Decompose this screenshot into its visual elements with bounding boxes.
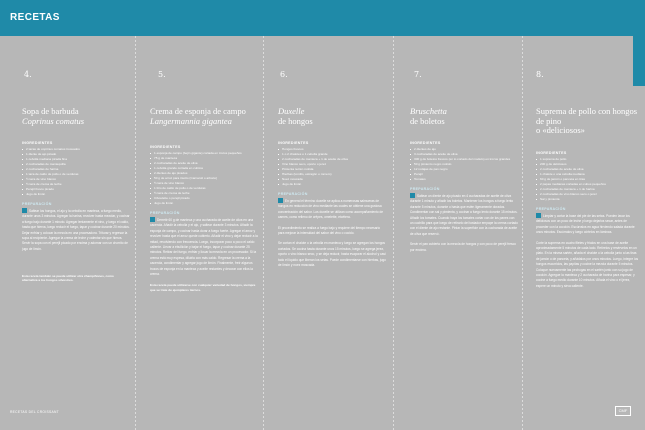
ingredient-item: 12 rodajas de pan negro bbox=[410, 167, 518, 172]
recipe-column-4 bbox=[14, 36, 138, 430]
ingredient-item: 2 dientes de ajo bbox=[410, 147, 518, 152]
ingredient-item: 2 papas medianas cortadas en cubos pequeños bbox=[536, 182, 640, 187]
ingredient-item: 2 dientes de ajo picados bbox=[150, 171, 258, 176]
recipe-number: 4. bbox=[24, 70, 32, 79]
ingredient-item: Ciboulette o perejil picado bbox=[150, 196, 258, 201]
ingredients-heading: INGREDIENTES bbox=[410, 141, 441, 145]
prep-text bbox=[410, 193, 518, 253]
recipe-title bbox=[22, 107, 140, 126]
paragraph-marker-icon bbox=[22, 208, 27, 213]
ingredients-list bbox=[150, 151, 258, 206]
recipe-title bbox=[536, 107, 645, 136]
ingredient-item: Perejil bbox=[410, 172, 518, 177]
prep-paragraph: Se cortan el chalote o la cebolla en manteca y luego se agregan los hongos cortados. Se cocina hasta durante unos 15 minutos, luego se agrega jerez, oporto o vino blanco seco, y se deja reducir, hasta evaporar el alcohol y casi todo el líquido que liberan los setas. Puede condimentarse con hierbas, jugo de limón y nuez moscada. bbox=[278, 241, 386, 268]
ingredients-list bbox=[278, 147, 386, 187]
ingredient-item: ½ taza de vino blanco bbox=[22, 177, 130, 182]
recipe-title-line1: Crema de esponja de campo bbox=[150, 106, 246, 116]
ingredients-heading: INGREDIENTES bbox=[150, 145, 181, 149]
ingredient-item: Hongos frescos bbox=[278, 147, 386, 152]
ingredients-list bbox=[22, 147, 130, 197]
ingredient-item: 2 cucharadas de manteca + 1 de harina bbox=[536, 187, 640, 192]
prep-heading: PREPARACIÓN bbox=[410, 187, 440, 191]
prep-text bbox=[150, 217, 258, 277]
recipe-title-line1: Suprema de pollo con hongos de pino bbox=[536, 106, 638, 126]
ingredient-item: 2 cucharadas de harina bbox=[22, 167, 130, 172]
ingredient-item: 50 g pimiento negro molido bbox=[410, 162, 518, 167]
ingredient-item: Nuez moscada bbox=[278, 177, 386, 182]
recipe-title bbox=[410, 107, 528, 126]
recipe-number: 8. bbox=[536, 70, 544, 79]
ingredient-item: 1 cebolla mediana picada fina bbox=[22, 157, 130, 162]
ingredient-item: 2 cucharadas de vino blanco seco o jerez bbox=[536, 192, 640, 197]
ingredient-item: 1 o 2 chalotes o 1 cebolla grande bbox=[278, 152, 386, 157]
ingredient-item: 50 g de arroz para risotto (Carnaroli o arborio) bbox=[150, 176, 258, 181]
prep-paragraph: El procedimiento se realiza a fuego bajo y requiere del tiempo necesario para mejorar la intensidad del sabor del vino o cocido. bbox=[278, 225, 381, 236]
ingredient-item: 1 litro de caldo de pollo o de verduras bbox=[150, 186, 258, 191]
ingredient-item: 200 g de deliciosos bbox=[536, 162, 640, 167]
ingredient-item: 2 cucharadas de mantequilla bbox=[22, 162, 130, 167]
recipe-number: 6. bbox=[280, 70, 288, 79]
prep-heading: PREPARACIÓN bbox=[536, 207, 566, 211]
prep-text bbox=[22, 208, 130, 252]
recipe-number: 5. bbox=[158, 70, 166, 79]
recipe-title-line1: Sopa de barbuda bbox=[22, 106, 79, 116]
ingredient-item: 1 diente de ajo picado bbox=[22, 152, 130, 157]
paragraph-marker-icon bbox=[410, 193, 415, 198]
prep-text bbox=[536, 213, 640, 289]
ingredient-item: Tomates bbox=[410, 177, 518, 182]
recipe-note: Esta receta puede utilizarse con cualquier variedad de hongos, siempre que se trate de ejemplares tiernos. bbox=[150, 283, 256, 292]
ingredient-item: 2 tazas de coprinus comatus troceados bbox=[22, 147, 130, 152]
ingredient-item: Pimienta recién molida bbox=[278, 167, 386, 172]
ingredient-item: 300 g de boletos frescos (en lo cortado del modelo) en trozos grandes bbox=[410, 157, 518, 162]
recipe-body bbox=[410, 141, 518, 258]
ingredients-list bbox=[536, 157, 640, 202]
ingredient-item: Jugo de limón bbox=[150, 201, 258, 206]
ingredient-item: 1 cebolla grande cortada en cubitos bbox=[150, 166, 258, 171]
ingredients-heading: INGREDIENTES bbox=[278, 141, 309, 145]
ingredient-item: Hierbas (tomillo, estragón o romero) bbox=[278, 172, 386, 177]
recipe-title bbox=[150, 107, 268, 126]
ingredients-list bbox=[410, 147, 518, 182]
publisher-logo: CMF bbox=[615, 406, 631, 416]
prep-paragraph: Saltear un diente de ajo picado en 4 cucharadas de aceite de oliva durante 1 minuto y añadir los boletos. Mantener los hongos a fuego lento durante 5 minutos, durante o hasta que estén ligeramente dorados. Condimentar con sal y pimienta, y cocinar a fuego lento durante 15 minutos. Añadir los tomates. Cuando haya los tomates cortar con de los panes con un cuchillo para que luego de retirarlo del tostador empape la crema cortado con el diente de ajo restante. Pintar la superficie con la cucharada de aceite de oliva que reservó. bbox=[410, 194, 518, 236]
header-bar bbox=[0, 0, 645, 36]
ingredients-heading: INGREDIENTES bbox=[22, 141, 53, 145]
recipe-body bbox=[22, 141, 130, 283]
ingredient-item: ½ taza de crema de leche bbox=[22, 182, 130, 187]
ingredient-item: 2 cucharadas de aceite de oliva bbox=[150, 161, 258, 166]
prep-paragraph: Derretir 60 g de manteca y una cucharada de aceite de oliva en una cacerola. Añadir la cebolla y el ajo, y saltear durante 3 minutos. Añadir la esponja de campo, y cocinar hasta dorar a fuego fuerte. Agregar el arroz y revolver hasta que el arroz quede cubierto. Añadir el vino y dejar reducir a la mitad, revolviendo con frecuencia. Luego, incorporar poco a poco el caldo caliente. Llevar a ebullición y bajar el fuego, tapar y cocinar durante 25 minutos. Retirar del fuego, enfriar y licuar la mezcla en un procesador. Si la crema está muy espesa, diluirla con más caldo. Regresar la crema a la cacerola, condimentar y agregar jugo de limón. Finalmente, freír algunos trozos de esponja en la manteca y aceite restantes y decorar con ellos la crema. bbox=[150, 218, 258, 277]
ingredient-item: 2 cucharadas de aceite de oliva bbox=[536, 167, 640, 172]
ingredient-item: 3 cucharadas de aceite de oliva bbox=[410, 152, 518, 157]
paragraph-marker-icon bbox=[536, 213, 541, 218]
ingredient-item: 1 esponja de campo (bejín gigante) cortada en trozos pequeños bbox=[150, 151, 258, 156]
recipe-body bbox=[150, 145, 258, 292]
ingredient-item: 1 chalote o una cebolla mediana bbox=[536, 172, 640, 177]
recipe-title-line2: o «deliciosos» bbox=[536, 125, 585, 135]
ingredient-item: Perejil fresco picado bbox=[22, 187, 130, 192]
section-title: RECETAS bbox=[10, 12, 60, 23]
paragraph-marker-icon bbox=[278, 198, 283, 203]
recipe-column-7 bbox=[400, 36, 524, 430]
recipe-body bbox=[278, 141, 386, 273]
ingredient-item: ½ taza de crema de leche bbox=[150, 191, 258, 196]
ingredient-item: Jugo de limón bbox=[278, 182, 386, 187]
recipe-title-line2: de boletos bbox=[410, 115, 445, 126]
ingredient-item: 1 taza de caldo de pollo o de verduras bbox=[22, 172, 130, 177]
prep-paragraph: Corte la suprema en cuatro filetes y fríalos en una base de aceite aproximadamente 5 minutos de cada lado. Retírelos y resérvelos en un plato. En la misma sartén, añada el chalote o la cebolla junto a las tiras de jamón o de panceta, y añádalos por unos minutos. Luego, integre los hongos escurridos, las papitas y cocine la mezcla durante 5 minutos. Coloque nuevamente las pechugas en el sartén junto con su jugo de cocción. Agregue la manteca y 2 cucharada de harina para espesar, y cocine a fuego medio durante 10 minutos. Añada el vino o el jerez, espere un minuto y sirva caliente. bbox=[536, 240, 639, 288]
ingredient-item: Vino blanco seco, oporto o jerez bbox=[278, 162, 386, 167]
prep-text bbox=[278, 198, 386, 268]
prep-paragraph: Saltear los hongos, el ajo y la cebolla en manteca, a fuego medio, durante unos 3 minutos. Agregar la harina, revolver hasta mezclar, y cocinar a fuego bajo durante 1 minuto. Agregar lentamente el vino, y luego el caldo, hasta que hierva, luego reducir el fuego, tapar y cocinar durante 20 minutos. Dejar enfriar y colocar la mezcla en una procesadora. Triturar y regresar la sopa al recipiente. Agregar la crema de leche y calentar sin que hierva. Servir la sopa con el perejil picado por encima y adornar con un chorrito de jugo de limón. bbox=[22, 209, 130, 251]
recipe-title bbox=[278, 107, 396, 126]
recipe-body bbox=[536, 151, 640, 294]
ingredients-heading: INGREDIENTES bbox=[536, 151, 567, 155]
ingredient-item: 2 cucharadas de manteca + 1 de aceite de oliva bbox=[278, 157, 386, 162]
recipe-note: Esta receta también se puede utilizar otra champiñones, como alternativa a los hongos silvestres. bbox=[22, 274, 114, 283]
recipe-title-line1: Bruschetta bbox=[410, 106, 447, 116]
page-footer: RECETAS DEL CROISSANT bbox=[10, 410, 59, 414]
prep-heading: PREPARACIÓN bbox=[150, 211, 180, 215]
prep-heading: PREPARACIÓN bbox=[22, 202, 52, 206]
ingredient-item: 1 suprema de pollo bbox=[536, 157, 640, 162]
ingredient-item: Sal y pimienta bbox=[536, 197, 640, 202]
ingredient-item: ½ taza de vino blanco bbox=[150, 181, 258, 186]
recipe-title-line2: Langermannia gigantea bbox=[150, 115, 232, 126]
recipe-number: 7. bbox=[414, 70, 422, 79]
recipe-column-6 bbox=[270, 36, 394, 430]
recipe-title-line1: Duxelle bbox=[278, 106, 305, 116]
recipe-title-line2: de hongos bbox=[278, 115, 313, 126]
recipe-column-5 bbox=[142, 36, 266, 430]
prep-heading: PREPARACIÓN bbox=[278, 192, 308, 196]
recipe-title-line2: Coprinus comatus bbox=[22, 115, 85, 126]
ingredient-item: 75 g de manteca bbox=[150, 156, 258, 161]
paragraph-marker-icon bbox=[150, 217, 155, 222]
prep-paragraph: En general el término duxelle se aplica a numerosas salmueras de hongos en reducción de vino mediante las cuales se obtiene una gustosa concentración del sabor. Los duxelle se utilizan como acompañamiento de carnes, como relleno de crêpes, omelette, etcétera. bbox=[278, 199, 384, 220]
ingredient-item: 60 g de jamón o panceta en tiras bbox=[536, 177, 640, 182]
recipe-column-8 bbox=[530, 36, 645, 430]
prep-paragraph: Servir el pan cubierto con la mezcla de hongos y con poco de perejil fresco por encima. bbox=[410, 242, 516, 252]
prep-paragraph: Limpiar y cortar la base del pie de las setas. Pueden lavar los deliciosos con un poco de leche y luego dejarlos secar, antes de proceder con la cocción. Escúrralos en agua hirviendo salada durante unos minutos. Escúrralos y luego córtelos en láminas. bbox=[536, 214, 635, 235]
ingredient-item: Jugo de limón bbox=[22, 192, 130, 197]
